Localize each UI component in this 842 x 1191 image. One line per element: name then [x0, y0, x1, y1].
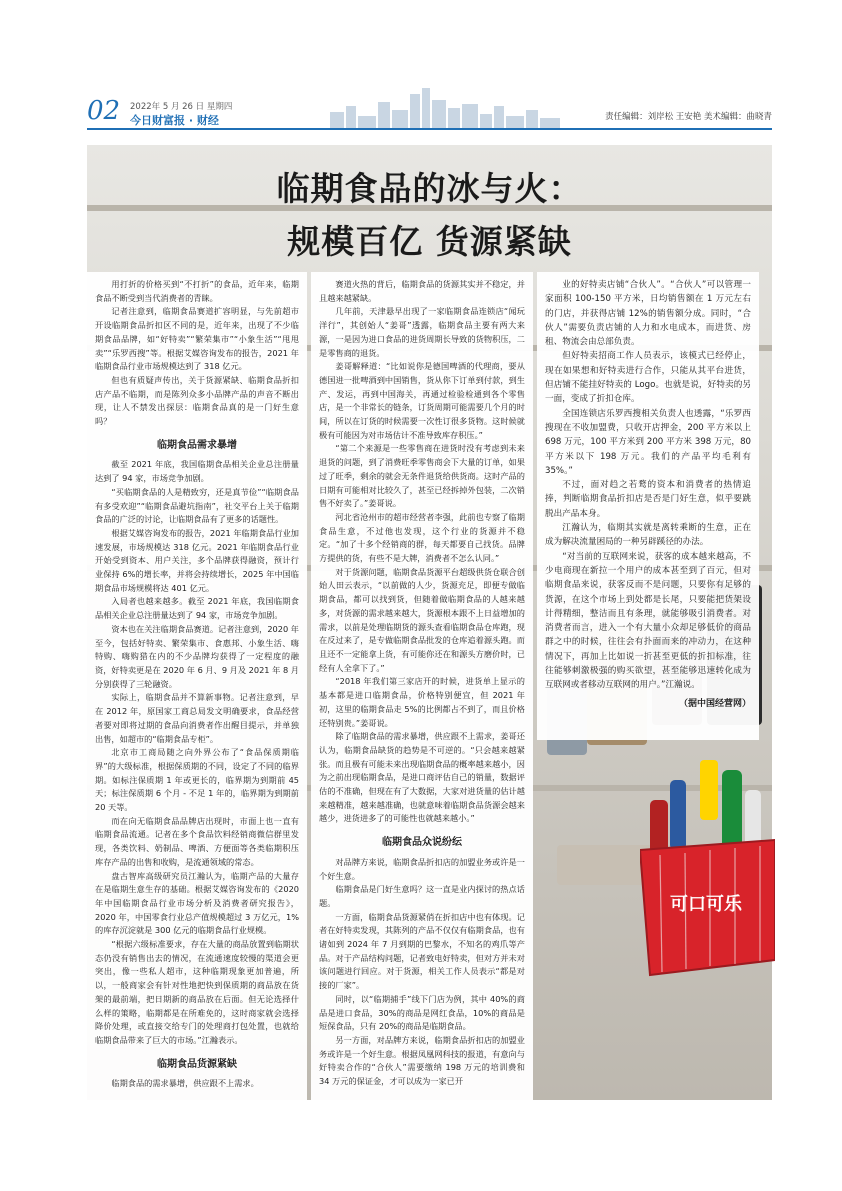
paragraph: 全国连锁店乐罗西搜相关负责人也透露，“乐罗西搜现在不收加盟费，只收开店押金，200 平方米以上 698 万元，100 平方米到 200 平方米 398 万元，80 平方米以下 198 万元。我们的产品平均毛利有 35%。” — [545, 408, 751, 476]
headline — [87, 163, 772, 263]
section-heading: 临期食品货源紧缺 — [157, 1058, 237, 1070]
paragraph: 盘古智库高级研究员江瀚认为，临期产品的大量存在是临期生意生存的基础。根据艾媒咨询发布的《2020 年中国临期食品行业市场分析及消费者研究报告》，2020 年，中国零食行业总产值规模超过 3 万亿元，1%的库存沉淀就是 300 亿元的临期食品行业规模。 — [95, 870, 299, 936]
paragraph: 但好特卖招商工作人员表示，该模式已经停止，现在如果想和好特卖进行合作，只能从其平台进货，但店铺不能挂好特卖的 Logo。也就是说，好特卖的另一面，变成了折扣仓库。 — [545, 351, 751, 405]
paragraph: 不过，面对趋之若鹜的资本和消费者的热情追捧，判断临期食品折扣店是否是门好生意，似乎要跳脱出产品本身。 — [545, 480, 751, 519]
paragraph: 对于货源问题，临期食品货源平台超级供货仓联合创始人田云表示，“以前做的人少，货源充足，即便专做临期食品，都可以找到货，但随着做临期食品的人越来越多，对货源的需求越来越大，货源根本跟不上日益增加的需求，以前是处理临期货的源头查看临期食品仓库跑，现在反过来了，是专做临期食品批发的仓库追着源头跑。而且还不一定能拿上货，有可能你还在和源头方磨价时，已经有人全拿下了。” — [319, 566, 525, 673]
paragraph: 临期食品是门好生意吗？这一直是业内探讨的热点话题。 — [319, 884, 525, 908]
article-column-3 — [537, 272, 759, 740]
paragraph: 除了临期食品的需求暴增，供应跟不上需求，姜哥还认为，临期食品缺货的趋势是不可逆的。“只会越来越紧张。而且极有可能未来出现临期食品的概率越来越小，因为之前出现临期食品，是进口商评估自己的销量，数据评估的不准确，但现在有了大数据，大家对进货量的估计越来越精准，越来越准确，也就意味着临期食品货源会越来越少，进货进多了的可能性也就越来越小。” — [319, 731, 525, 824]
section-heading: 临期食品众说纷纭 — [382, 837, 462, 849]
svg-text:可口可乐: 可口可乐 — [670, 894, 742, 915]
paragraph: 用打折的价格买到“不打折”的食品，近年来，临期食品不断受到当代消费者的青睐。 — [95, 279, 299, 303]
paragraph: 对品牌方来说，临期食品折扣店的加盟业务或许是一个好生意。 — [319, 856, 525, 881]
paragraph: 同时，以“临期捕手”线下门店为例，其中 40%的商品是进口食品，30%的商品是网红食品，10%的商品是短保食品，只有 20%的商品是临期食品。 — [319, 993, 525, 1032]
paragraph: 但也有质疑声传出，关于货源紧缺、临期食品折扣店产品不临期，而是陈列众多小品牌产品的声音不断出现，让人不禁发出探层：临期食品真的是一门好生意吗？ — [95, 374, 299, 427]
paragraph: “2018 年我们第三家店开的时候，进货单上显示的基本都是进口临期食品，价格特别便宜，但 2021 年初，这里的临期食品走 5%的比例都占不到了，而且价格还特别贵。”姜哥说。 — [319, 676, 525, 728]
paragraph: 业的好特卖店铺“合伙人”。“合伙人”可以管理一家面积 100-150 平方米，日均销售额在 1 万元左右的门店，并获得店铺 12%的销售额分成。同时，“合伙人”需要负责店铺的人力和水电成本，而进货、房租、物流会由总部负责。 — [545, 280, 751, 348]
shopping-cart-graphic — [640, 760, 775, 1000]
paragraph: 河北省沧州市的超市经营者李强，此前也专察了临期食品生意，不过他也发现，这个行业的货源并不稳定。“加了十多个经销商的群，每天都要自己找货。品牌方提供的货，有些不是大牌，消费者不怎么认同。” — [319, 511, 525, 564]
paragraph: “对当前的互联网来说，获客的成本越来越高，不少电商现在新拉一个用户的成本甚至到了百元，但对临期食品来说，获客反而不是问题，只要你有足够的货源，在这个市场上到处都是长尾，只要能把货架设计得精细，整洁而且有条理，就能够吸引消费者。对消费者而言，进入一个有大量小众却足够低价的商品群之中的时候，往往会有扑面而来的冲动力，在这种情况下，再加上比如说一折甚至更低的折扣标准，往往能够刺激极强的购买欲望，甚至能够迅速转化成为互联网或者移动互联网的用户。”江瀚说。 — [545, 551, 751, 691]
paragraph: “买临期食品的人是精致穷，还是真节俭”“临期食品有多受欢迎”“临期食品避坑指南”，社交平台上关于临期食品的广泛的讨论，让临期食品有了更多的话题性。 — [95, 486, 299, 525]
paragraph: 姜哥解释道：“比如说你是德国啤酒的代理商，要从德国进一批啤酒到中国销售，货从你下订单到付款，到生产、发运，再到中国海关，再通过检验检通到各个零售店，是一个非常长的链条，订货周期可能需要几个月的时间，所以在订货的时候需要一次性订很多货物。这时候就极有可能因为对市场估计不准导致库存积压。” — [319, 361, 525, 440]
paragraph: 北京市工商局随之向外界公布了“食品保质期临界”的大级标准，根据保质期的不同，设定了不同的临界期。如标注保质期 1 年或更长的，临界期为到期前 45 天；标注保质期 6 个月 - 不足 1 年的，临界期为到期前 20 天等。 — [95, 747, 299, 813]
paragraph: 根据艾媒咨询发布的报告，2021 年临期食品行业加速发展，市场规模达 318 亿元。2021 年临期食品行业开始受到资本、用户关注，多个品牌获得融资，预计行业保持 6%的增长率，并将会持续增长，2025 年中国临期食品市场规模将达 401 亿元。 — [95, 527, 299, 593]
paragraph: “第二个来源是一些零售商在进货时没有考虑到未来退货的问题，到了消费旺季零售商会下大量的订单，如果过了旺季，剩余的就会无条件退货给供货商。这时产品的日期有可能相对比较久了，甚至已经拆掉外包装，二次销售不好卖了。”姜哥说。 — [319, 443, 525, 509]
article-column-2 — [311, 272, 533, 1100]
section-name: 今日财富报 · 财经 — [130, 114, 219, 127]
paragraph: 赛道火热的背后，临期食品的货源其实并不稳定，并且越来越紧缺。 — [319, 279, 525, 303]
paragraph: 记者注意到，临期食品赛道扩容明显，与先前超市开设临期食品折扣区不同的是，近年来，出现了不少临期食品品牌，如“好特卖”“繁荣集市”“小象生活”“甩甩卖”“乐罗西搜”等。根据艾媒咨询发布的报告，2021 年临期食品行业市场规模达到了 318 亿元。 — [95, 306, 299, 372]
paragraph: 江瀚认为，临期其实就是离转乘断的生意，正在成为解决流量困局的一种另辟蹊径的办法。 — [545, 523, 751, 548]
paragraph: 入局者也越来越多。截至 2021 年底，我国临期食品相关企业总注册量达到了 94 家，市场竞争加剧。 — [95, 596, 299, 621]
paragraph: 一方面，临期食品货源紧俏在折扣店中也有体现。记者在好特卖发现，其陈列的产品不仅仅有临期食品，也有诸如到 2024 年 7 月到期的巴黎水，不知名的鸡爪等产品。对于产品结构问题，记者致电好特卖，但对方并未对该问题进行回应。对于货源，相关工作人员表示“都是对接的厂家”。 — [319, 911, 525, 991]
paragraph: 几年前，天津悬早出现了一家临期食品连锁店“闻玩洋行”，其创始人“姜哥”透露，临期食品主要有两大来源，一是因为进口食品的进货周期长导致的货物积压，二是零售商的退货。 — [319, 306, 525, 358]
paragraph: 资本也在关注临期食品赛道。记者注意到，2020 年至今，包括好特卖、繁荣集市、食惠邦、小象生活、嗨特购、嗨购猎在内的不少品牌均获得了一定程度的融资，好特卖更是在 2020 年 6 月、9 月及 2021 年 8 月分别获得了三轮融资。 — [95, 623, 299, 689]
headline-line-2: 规模百亿 货源紧缺 — [287, 222, 572, 261]
page-number: 02 — [87, 96, 121, 126]
header-rule — [87, 128, 772, 130]
source-credit: （据中国经营网） — [678, 698, 751, 709]
skyline-graphic — [330, 86, 560, 130]
paragraph: 而在向无临期食品品牌店出现时，市面上也一直有临期食品流通。记者在多个食品饮料经销商微信群里发现，各类饮料、奶制品、啤酒、方便面等各类临期积压库存产品的出售和收购，是流通领域的常态。 — [95, 815, 299, 867]
paragraph: “根据六级标准要求，存在大量的商品放置到临期状态仍没有销售出去的情况，在流通速度较慢的渠道会更突出，像一些私人超市，这种临期现象更加普遍，所以，一般商家会有针对性地把快到保质期的商品放在货架的最前端，把日期新的商品放在后面。但无论选择什么样的策略，临期都是在所难免的，这时商家就会选择降价处理，或直接交给专门的处理商打包处置，也就给临期食品带来了巨大的市场。”江瀚表示。 — [95, 939, 299, 1045]
headline-line-1: 临期食品的冰与火： — [276, 169, 583, 208]
paragraph: 实际上，临期食品并不算新事物。记者注意到，早在 2012 年，原国家工商总局发文明确要求，食品经营者要对即将过期的食品向消费者作出醒目提示，并单独出售，如超市的“临期食品专柜”。 — [95, 692, 299, 744]
issue-date: 2022年 5 月 26 日 星期四 — [130, 102, 233, 112]
paragraph: 另一方面，对品牌方来说，临期食品折扣店的加盟业务或许是一个好生意。根据凤凰网科技的报道，有意向与好特卖合作的“合伙人”需要缴纳 198 万元的培训费和 34 万元的保证金，才可以成为一家已开 — [319, 1034, 525, 1087]
article-column-1 — [87, 272, 307, 1100]
editors-credit: 责任编辑：刘岸松 王安艳 美术编辑：曲晓青 — [605, 112, 772, 122]
paragraph: 截至 2021 年底，我国临期食品相关企业总注册量达到了 94 家，市场竞争加剧。 — [95, 459, 299, 484]
paragraph: 临期食品的需求暴增，供应跟不上需求。 — [111, 1078, 259, 1089]
section-heading: 临期食品需求暴增 — [157, 439, 237, 451]
